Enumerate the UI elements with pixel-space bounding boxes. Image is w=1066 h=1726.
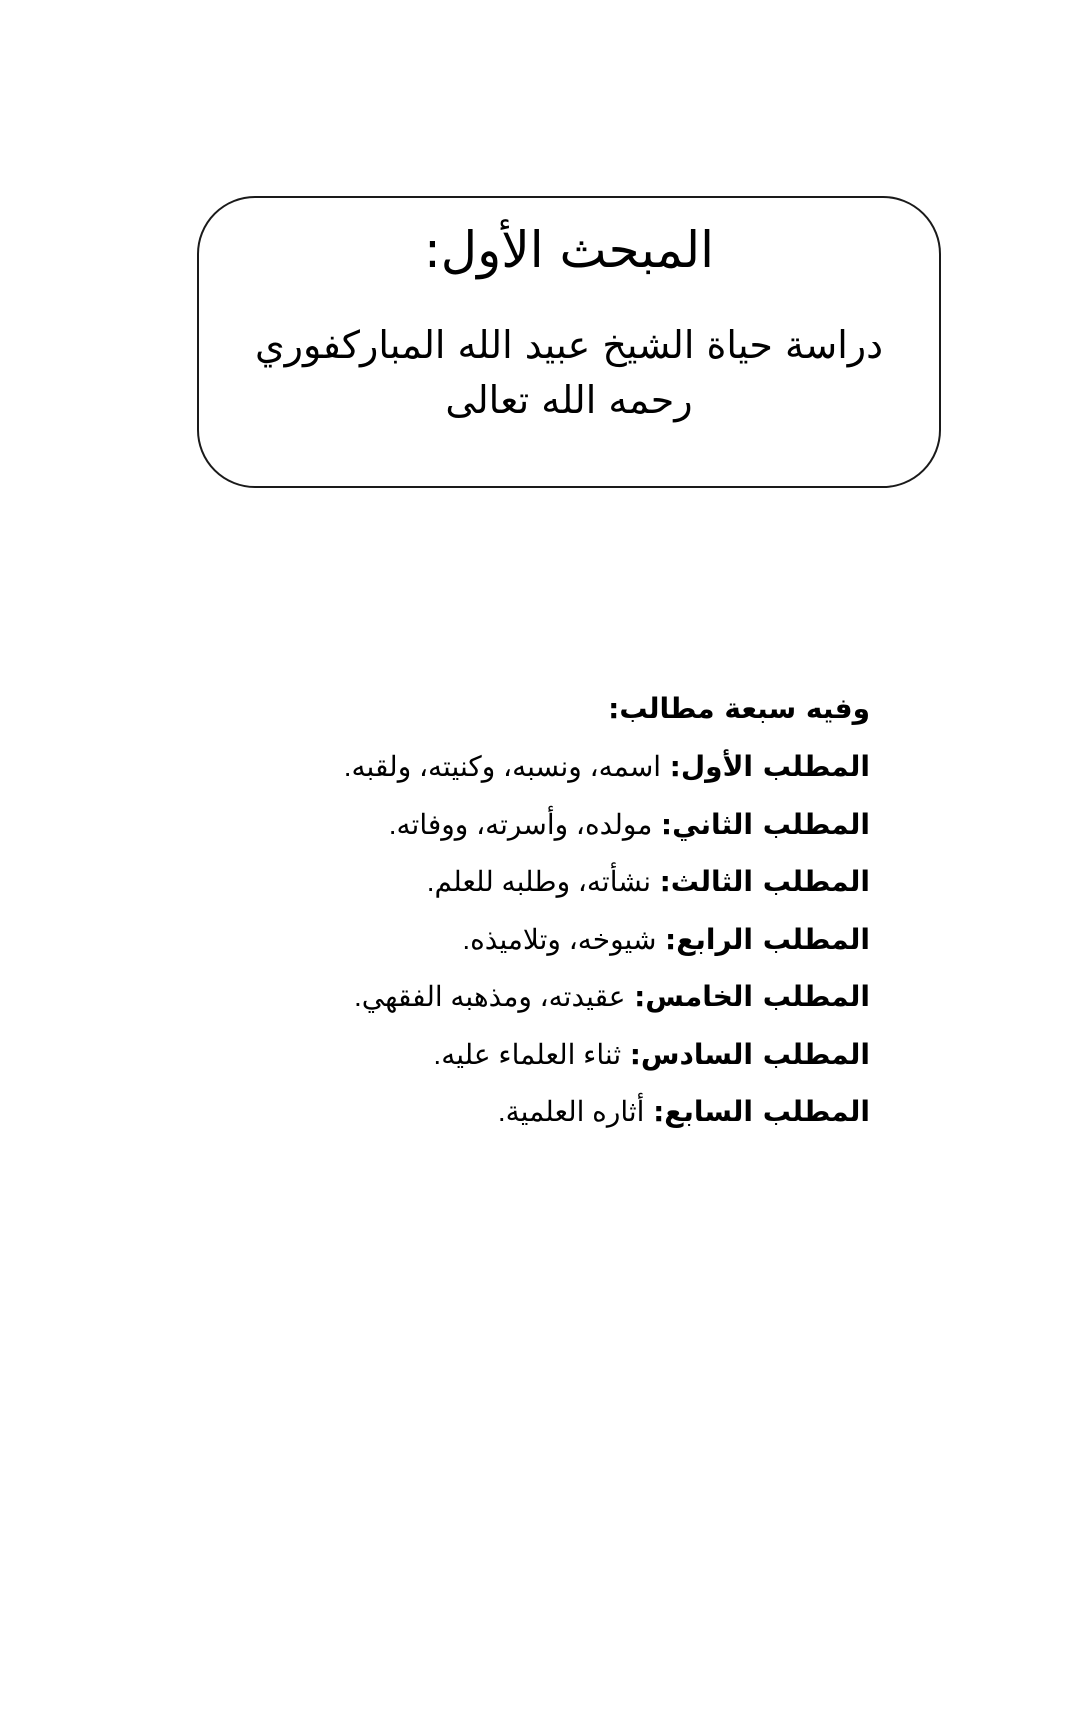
requirement-text: عقيدته، ومذهبه الفقهي. bbox=[353, 981, 626, 1012]
requirement-label: المطلب الرابع: bbox=[665, 922, 870, 956]
requirement-label: المطلب السادس: bbox=[629, 1037, 870, 1071]
chapter-subtitle: دراسة حياة الشيخ عبيد الله المباركفوري رحمه الله تعالى bbox=[254, 323, 884, 423]
requirement-item-5 bbox=[230, 968, 870, 1026]
requirement-item-4 bbox=[230, 911, 870, 969]
requirement-label: المطلب الأول: bbox=[669, 750, 870, 783]
requirement-label: المطلب السابع: bbox=[653, 1095, 870, 1128]
requirement-item-7 bbox=[230, 1083, 870, 1141]
requirement-item-1 bbox=[230, 738, 870, 796]
chapter-title-box bbox=[197, 196, 941, 488]
requirements-intro: وفيه سبعة مطالب: bbox=[608, 692, 870, 725]
chapter-heading: المبحث الأول: bbox=[423, 221, 715, 279]
requirement-item-3 bbox=[230, 853, 870, 911]
requirement-label: المطلب الثالث: bbox=[659, 865, 870, 898]
requirement-item-6 bbox=[230, 1026, 870, 1084]
requirement-text: نشأته، وطلبه للعلم. bbox=[426, 866, 652, 897]
requirement-label: المطلب الخامس: bbox=[634, 980, 870, 1013]
requirement-text: ثناء العلماء عليه. bbox=[433, 1038, 622, 1070]
requirement-text: شيوخه، وتلاميذه. bbox=[462, 923, 657, 955]
requirement-label: المطلب الثاني: bbox=[660, 807, 870, 841]
requirement-text: اسمه، ونسبه، وكنيته، ولقبه. bbox=[343, 751, 662, 782]
requirement-text: مولده، وأسرته، ووفاته. bbox=[388, 808, 653, 840]
requirements-list bbox=[230, 738, 870, 1141]
requirement-text: أثاره العلمية. bbox=[497, 1096, 645, 1127]
requirement-item-2 bbox=[230, 796, 870, 854]
requirements-section bbox=[230, 680, 870, 1141]
